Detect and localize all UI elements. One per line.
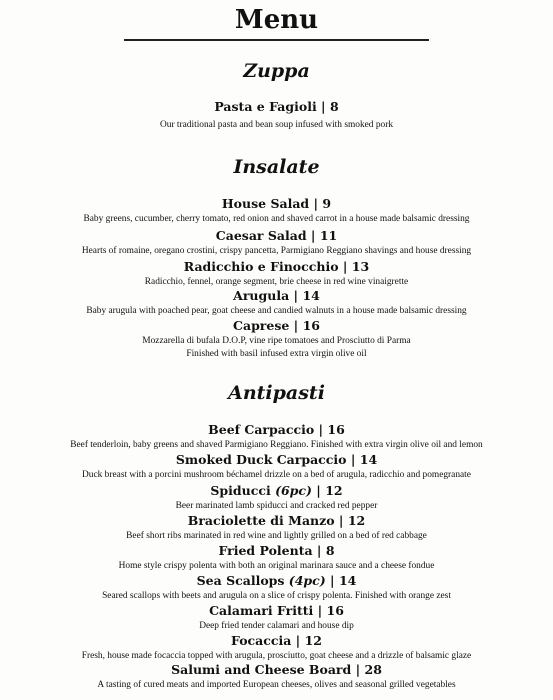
item-desc-caprese-line-2: Finished with basil infused extra virgin olive oil bbox=[186, 349, 367, 359]
item-desc-caesar-salad: Hearts of romaine, oregano crostini, crispy pancetta, Parmigiano Reggiano shavings and house dressing bbox=[81, 246, 472, 256]
item-name-spiducci-count: (6pc) bbox=[275, 483, 312, 498]
item-name-radicchio-e-finocchio: Radicchio e Finocchio | 13 bbox=[183, 259, 370, 274]
item-desc-beef-carpaccio: Beef tenderloin, baby greens and shaved Parmigiano Reggiano. Finished with extra virgin olive oil and lemon bbox=[70, 440, 483, 450]
item-name-smoked-duck-carpaccio: Smoked Duck Carpaccio | 14 bbox=[175, 452, 378, 467]
item-name-caprese: Caprese | 16 bbox=[233, 318, 320, 333]
item-desc-smoked-duck-carpaccio: Duck breast with a porcini mushroom béchamel drizzle on a bed of arugula, radicchio and pomegranate bbox=[82, 470, 471, 480]
item-name-caesar-salad: Caesar Salad | 11 bbox=[215, 228, 338, 243]
item-desc-calamari-fritti: Deep fried tender calamari and house dip bbox=[199, 621, 354, 631]
item-name-spiducci bbox=[0, 483, 553, 499]
section-heading-zuppa: Zuppa bbox=[243, 60, 310, 82]
item-name-sea-scallops-main: Sea Scallops bbox=[196, 573, 289, 588]
item-name-braciolette-di-manzo: Braciolette di Manzo | 12 bbox=[187, 513, 366, 528]
item-desc-caprese-line-1: Mozzarella di bufala D.O.P, vine ripe tomatoes and Prosciutto di Parma bbox=[142, 336, 411, 346]
item-desc-fried-polenta: Home style crispy polenta with both an original marinara sauce and a cheese fondue bbox=[118, 561, 435, 571]
item-name-fried-polenta: Fried Polenta | 8 bbox=[218, 543, 335, 558]
item-name-sea-scallops bbox=[0, 573, 553, 589]
item-name-calamari-fritti: Calamari Fritti | 16 bbox=[209, 603, 344, 618]
item-name-beef-carpaccio: Beef Carpaccio | 16 bbox=[208, 422, 345, 437]
item-name-salumi-and-cheese-board: Salumi and Cheese Board | 28 bbox=[171, 662, 382, 677]
section-heading-insalate: Insalate bbox=[233, 156, 320, 178]
item-desc-braciolette-di-manzo: Beef short ribs marinated in red wine and lightly grilled on a bed of red cabbage bbox=[126, 531, 427, 541]
item-name-pasta-e-fagioli: Pasta e Fagioli | 8 bbox=[214, 99, 339, 114]
item-name-sea-scallops-count: (4pc) bbox=[288, 573, 326, 588]
item-desc-radicchio-e-finocchio: Radicchio, fennel, orange segment, brie cheese in red wine vinaigrette bbox=[144, 277, 409, 287]
item-desc-arugula: Baby arugula with poached pear, goat cheese and candied walnuts in a house made balsamic dressing bbox=[86, 306, 467, 316]
title-divider bbox=[124, 39, 429, 41]
item-name-sea-scallops-price: | 14 bbox=[325, 573, 357, 588]
item-name-focaccia: Focaccia | 12 bbox=[231, 633, 322, 648]
page-title: Menu bbox=[234, 5, 319, 35]
item-desc-sea-scallops: Seared scallops with beets and arugula on a slice of crispy polenta. Finished with orange zest bbox=[102, 591, 451, 601]
section-heading-antipasti: Antipasti bbox=[228, 382, 325, 404]
item-name-spiducci-main: Spiducci bbox=[210, 483, 276, 498]
item-name-spiducci-price: | 12 bbox=[311, 483, 343, 498]
item-desc-salumi-and-cheese-board: A tasting of cured meats and imported European cheeses, olives and seasonal grilled vegetables bbox=[97, 680, 456, 690]
item-name-arugula: Arugula | 14 bbox=[233, 288, 320, 303]
item-name-house-salad: House Salad | 9 bbox=[221, 196, 332, 211]
item-desc-pasta-e-fagioli: Our traditional pasta and bean soup infused with smoked pork bbox=[159, 120, 394, 130]
item-desc-spiducci: Beer marinated lamb spiducci and cracked red pepper bbox=[175, 501, 378, 511]
item-desc-house-salad: Baby greens, cucumber, cherry tomato, red onion and shaved carrot in a house made balsamic dressing bbox=[83, 214, 470, 224]
item-desc-focaccia: Fresh, house made focaccia topped with arugula, prosciutto, goat cheese and a drizzle of balsamic glaze bbox=[81, 651, 472, 661]
